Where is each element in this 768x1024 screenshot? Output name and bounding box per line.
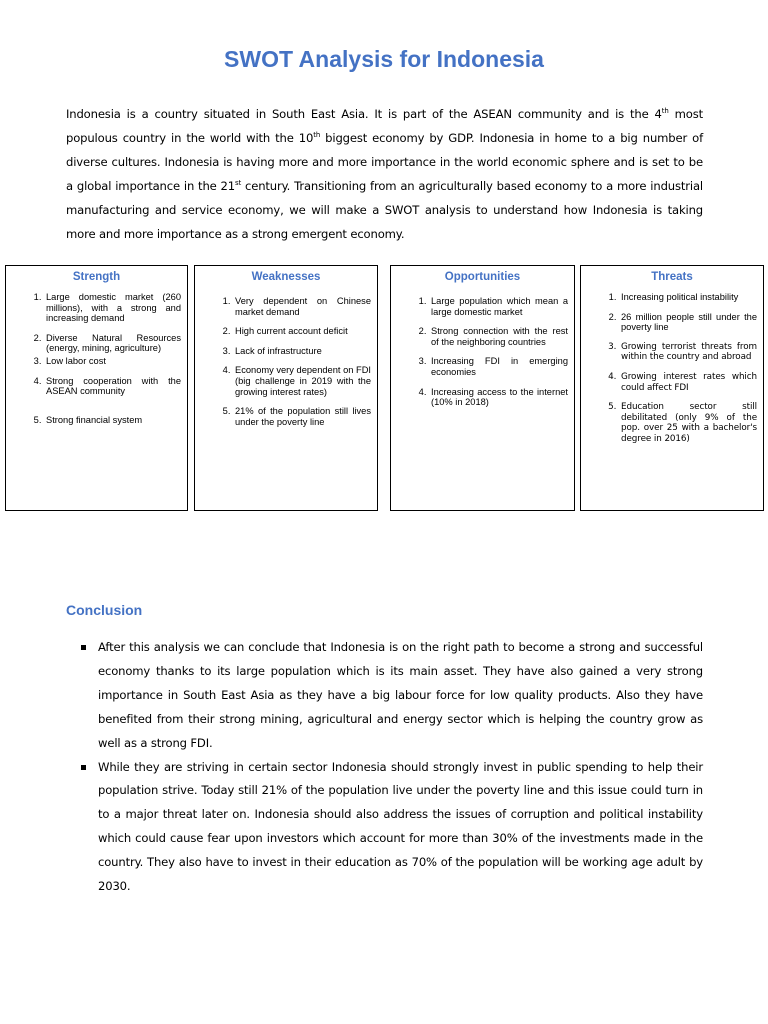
list-item: 5. Education sector still debilitated (only 9% of the pop. over 25 with a bachelor's degree in 2016) <box>619 402 757 444</box>
list-item: 1. Very dependent on Chinese market demand <box>233 296 371 317</box>
list-item: 1. Large population which mean a large domestic market <box>429 296 568 317</box>
conclusion-text: While they are striving in certain sector Indonesia should strongly invest in public spending to help their population strive. Today still 21% of the population live under the poverty line and this issue could turn in to a major threat later on. Indonesia should also address the issues of corruption and political instability which could cause fear upon investors which account for more than 30% of the investments made in the country. They also have to invest in their education as 70% of the population will be working age adult by 2030. <box>98 759 703 894</box>
intro-paragraph <box>66 103 703 246</box>
list-item: 3. Lack of infrastructure <box>233 346 371 357</box>
list-item: 2. Diverse Natural Resources (energy, mining, agriculture) <box>44 333 181 354</box>
weaknesses-list <box>195 296 377 427</box>
list-item: 1. Increasing political instability <box>619 292 757 303</box>
list-item: 4. Economy very dependent on FDI (big challenge in 2019 with the growing interest rates) <box>233 365 371 397</box>
list-item: 2. High current account deficit <box>233 326 371 337</box>
intro-sup-2: th <box>313 130 321 139</box>
threats-title: Threats <box>651 271 693 283</box>
swot-box-threats <box>580 265 764 511</box>
intro-text-4: century. Transitioning from an agriculturally based economy to a more industrial manufacturing and service economy, we will make a SWOT analysis to understand how Indonesia is taking more and more importance as a strong emergent economy. <box>66 178 703 241</box>
conclusion-bullet-item <box>98 756 703 899</box>
list-item: 3. Low labor cost <box>44 356 181 367</box>
opportunities-list <box>391 296 574 408</box>
list-item: 3. Growing terrorist threats from within the country and abroad <box>619 342 757 363</box>
intro-text-3: biggest economy by GDP. Indonesia in home to a big number of diverse cultures. Indonesia is having more and more importance in the world economic sphere and is set to be a global importance in the 21 <box>66 130 703 193</box>
intro-sup-3: st <box>234 178 242 187</box>
square-bullet-icon <box>81 765 86 770</box>
threats-list <box>581 292 763 445</box>
conclusion-bullet-item <box>98 636 703 756</box>
list-item: 4. Strong cooperation with the ASEAN community <box>44 376 181 397</box>
intro-sup-1: th <box>661 107 669 115</box>
intro-text-2: most populous country in the world with the 10 <box>66 107 703 145</box>
strength-list <box>6 292 187 425</box>
weaknesses-title: Weaknesses <box>251 271 321 283</box>
swot-box-opportunities <box>390 265 575 511</box>
list-item: 5. Strong financial system <box>44 415 181 426</box>
list-item: 1. Large domestic market (260 millions), with a strong and increasing demand <box>44 292 181 324</box>
strength-title: Strength <box>72 271 121 283</box>
list-item: 4. Growing interest rates which could affect FDI <box>619 372 757 393</box>
list-item: 5. 21% of the population still lives under the poverty line <box>233 406 371 427</box>
conclusion-title: Conclusion <box>66 602 143 618</box>
conclusion-list <box>98 636 703 899</box>
square-bullet-icon <box>81 645 86 650</box>
list-item: 2. Strong connection with the rest of the neighboring countries <box>429 326 568 347</box>
conclusion-text: After this analysis we can conclude that Indonesia is on the right path to become a strong and successful economy thanks to its large population which is its main asset. They have also gained a very strong importance in South East Asia as they have a big labour force for low quality products. Also they have benefited from their strong mining, agricultural and energy sector which is helping the country grow as well as a strong FDI. <box>98 640 703 750</box>
list-item: 4. Increasing access to the internet (10% in 2018) <box>429 387 568 408</box>
swot-box-weaknesses <box>194 265 378 511</box>
intro-text-1: Indonesia is a country situated in South East Asia. It is part of the ASEAN community and is the 4 <box>66 107 662 121</box>
page-title: SWOT Analysis for Indonesia <box>224 46 544 72</box>
list-item: 2. 26 million people still under the poverty line <box>619 312 757 333</box>
list-item: 3. Increasing FDI in emerging economies <box>429 356 568 377</box>
swot-box-strength <box>5 265 188 511</box>
opportunities-title: Opportunities <box>444 271 521 283</box>
